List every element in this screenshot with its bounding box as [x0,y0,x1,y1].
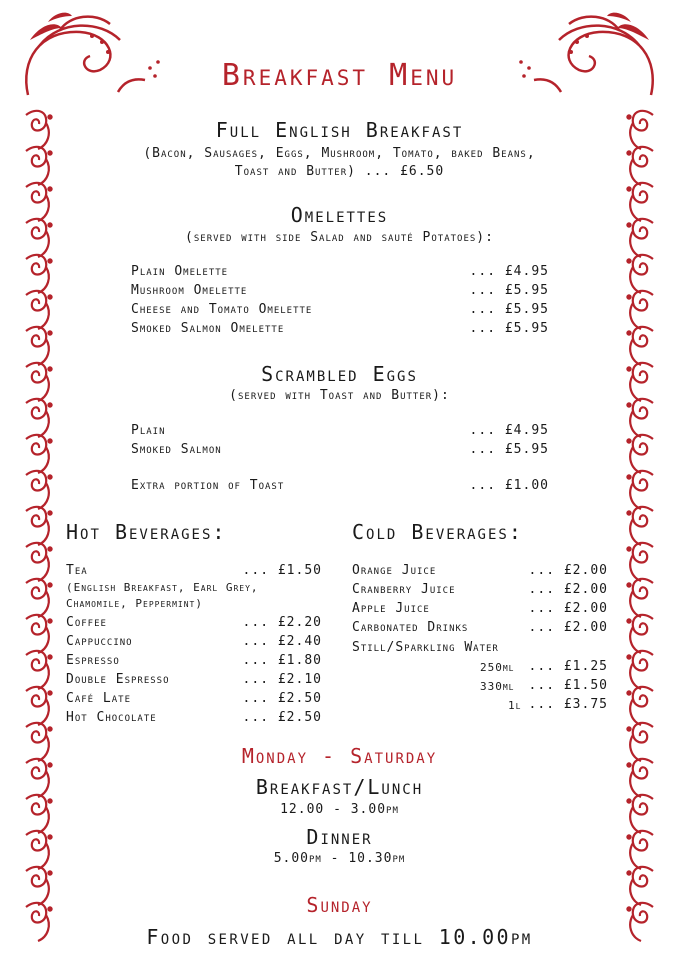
item-price: ... £2.00 [528,582,608,597]
item-price: ... £2.00 [528,563,608,578]
border-swirl [627,543,653,581]
full-english-heading: Full English Breakfast [215,118,464,142]
list-item [480,678,608,697]
border-swirl [26,759,52,797]
item-name: Mushroom Omelette [131,283,248,298]
water-label: Still/Sparkling Water [352,640,499,655]
menu-title: Breakfast Menu [221,58,458,93]
cold-beverages-heading: Cold Beverages: [352,520,523,544]
item-price: ... £2.50 [242,710,322,725]
item-name: Cranberry Juice [352,582,456,597]
water-size: 250ml [480,661,515,674]
item-price: ... £1.50 [242,563,322,578]
item-name: Cheese and Tomato Omelette [131,302,313,317]
list-item [352,620,608,639]
border-swirl [26,327,52,365]
item-name: Hot Chocolate [66,710,157,725]
item-price: ... £2.50 [242,691,322,706]
tea-note-1: (English Breakfast, Earl Grey, [66,581,259,594]
dinner-label: Dinner [306,825,373,849]
list-item [131,264,549,283]
list-item [131,283,549,302]
border-swirl [26,363,52,401]
item-name: Extra portion of Toast [131,478,285,493]
border-swirl [627,651,653,689]
border-swirl [26,471,52,509]
item-price: ... £1.50 [528,678,608,693]
border-swirl [627,471,653,509]
sunday-note: Food served all day till 10.00pm [146,925,533,949]
list-item [66,634,322,653]
border-swirl [26,147,52,185]
list-item [480,659,608,678]
item-name: Coffee [66,615,107,630]
list-item [131,442,549,461]
scrambled-note: (served with Toast and Butter): [229,388,450,403]
hot-beverages-heading: Hot Beverages: [66,520,227,544]
omelettes-heading: Omelettes [290,203,389,227]
item-price: ... £2.00 [528,620,608,635]
border-swirl [26,795,52,833]
item-price: ... £2.10 [242,672,322,687]
border-swirl [627,399,653,437]
border-swirl [26,255,52,293]
item-price: ... £2.40 [242,634,322,649]
item-name: Carbonated Drinks [352,620,469,635]
border-swirl [627,255,653,293]
border-swirl [627,615,653,653]
item-name: Café Late [66,691,131,706]
list-item [352,582,608,601]
full-english-desc-1: (Bacon, Sausages, Eggs, Mushroom, Tomato, baked Beans, [143,146,536,161]
item-price: ... £5.95 [469,321,549,336]
water-size: 1l [508,699,522,712]
weekday-heading: Monday - Saturday [241,744,438,768]
list-item [66,653,322,672]
list-item [131,302,549,321]
border-swirl [627,363,653,401]
breakfast-lunch-time: 12.00 - 3.00pm [280,802,399,817]
border-swirl [627,831,653,869]
item-name: Plain [131,423,166,438]
border-swirl [627,507,653,545]
border-swirl [26,219,52,257]
border-swirl [26,291,52,329]
border-swirl [627,579,653,617]
border-swirl [26,687,52,725]
border-swirl [26,615,52,653]
border-swirl [26,903,52,941]
item-name: Cappuccino [66,634,133,649]
border-swirl [627,867,653,905]
item-name: Apple Juice [352,601,430,616]
item-name: Smoked Salmon Omelette [131,321,285,336]
border-swirl [26,723,52,761]
border-swirl [627,219,653,257]
item-price: ... £3.75 [528,697,608,712]
border-swirl [26,651,52,689]
item-price: ... £4.95 [469,264,549,279]
item-price: ... £2.20 [242,615,322,630]
item-price: ... £1.00 [469,478,549,493]
item-price: ... £5.95 [469,302,549,317]
border-swirl [627,687,653,725]
list-item [66,563,322,582]
list-item [66,672,322,691]
border-swirl [26,507,52,545]
item-name: Double Espresso [66,672,170,687]
border-swirl [26,183,52,221]
border-swirl [627,903,653,941]
list-item [66,710,322,729]
scrambled-heading: Scrambled Eggs [261,362,418,386]
border-swirl [627,291,653,329]
water-size: 330ml [480,680,515,693]
border-swirl [26,543,52,581]
item-price: ... £2.00 [528,601,608,616]
list-item [131,423,549,442]
list-item [352,601,608,620]
item-name: Orange Juice [352,563,437,578]
item-price: ... £1.25 [528,659,608,674]
item-name: Smoked Salmon [131,442,222,457]
border-swirl [26,111,52,149]
border-swirl [26,867,52,905]
item-price: ... £5.95 [469,442,549,457]
border-swirl [26,399,52,437]
list-item [66,691,322,710]
border-swirl [627,759,653,797]
item-name: Plain Omelette [131,264,229,279]
dinner-time: 5.00pm - 10.30pm [273,851,406,866]
item-price: ... £1.80 [242,653,322,668]
border-swirl [26,579,52,617]
list-item [131,321,549,340]
item-price: ... £5.95 [469,283,549,298]
item-name: Espresso [66,653,120,668]
omelettes-note: (served with side Salad and sauté Potatoes): [185,230,494,245]
list-item [66,615,322,634]
border-swirl [26,435,52,473]
list-item [352,563,608,582]
item-price: ... £4.95 [469,423,549,438]
list-item [131,478,549,497]
border-swirl [26,831,52,869]
tea-note-2: Chamomile, Peppermint) [66,597,203,610]
sunday-heading: Sunday [306,893,373,917]
border-swirl [627,111,653,149]
border-swirl [627,183,653,221]
border-swirl [627,327,653,365]
breakfast-lunch-label: Breakfast/Lunch [255,775,424,799]
border-swirl [627,723,653,761]
item-name: Tea [66,563,88,578]
border-swirl [627,795,653,833]
border-swirl [627,147,653,185]
border-swirl [627,435,653,473]
full-english-desc-2: Toast and Butter) ... £6.50 [234,164,445,179]
list-item [480,697,608,716]
